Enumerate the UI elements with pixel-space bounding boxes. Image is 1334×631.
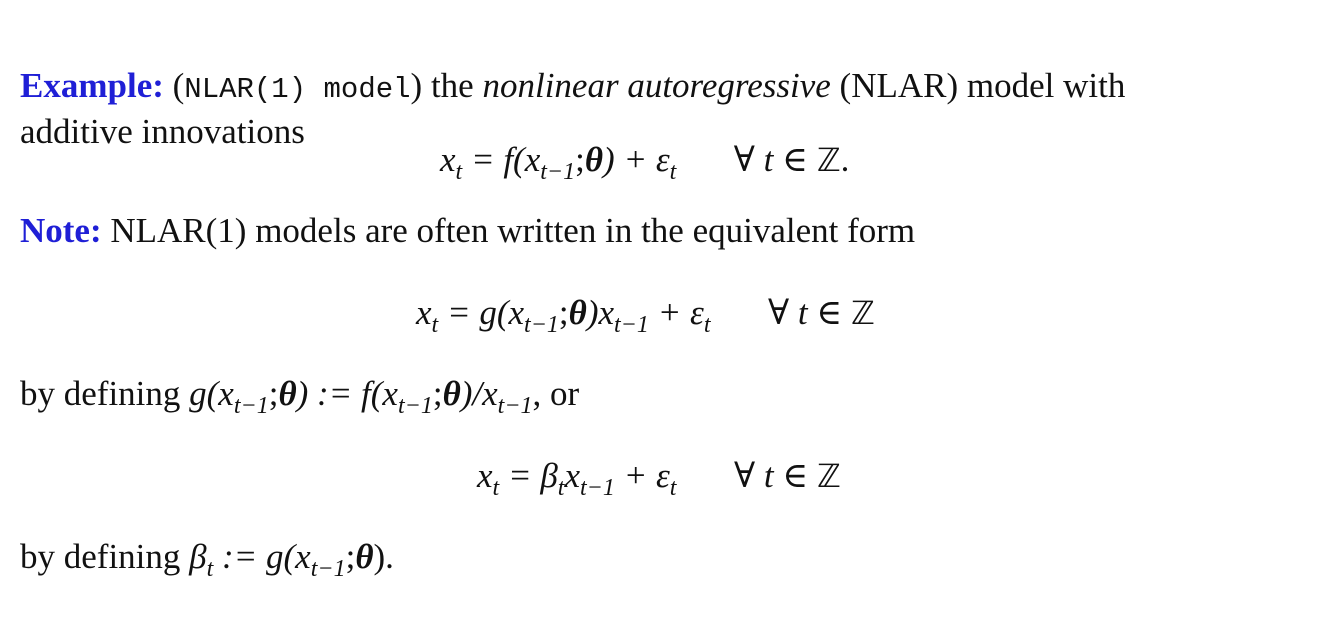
example-text-b: (NLAR) model with	[839, 66, 1126, 105]
def2-semicolon: ;	[345, 537, 356, 576]
eq3-x: x	[477, 456, 493, 495]
eq3-forall: ∀	[733, 456, 756, 495]
eq2-semicolon: ;	[558, 293, 569, 332]
eq1-period: .	[840, 140, 850, 179]
def1-semicolon: ;	[268, 374, 279, 413]
eq3-beta-sub-t: t	[557, 475, 565, 501]
def1-slash-x: )/x	[460, 374, 498, 413]
eq2-x: x	[416, 293, 432, 332]
definition-line-1	[20, 372, 579, 420]
def1-sub-tm1-b: t−1	[397, 393, 433, 419]
eq3-sub-tm1: t−1	[580, 475, 615, 501]
def1-sub-tm1: t−1	[233, 393, 269, 419]
def1-assign-f: ) := f(x	[296, 374, 398, 413]
eq1-integers: ℤ	[816, 141, 841, 179]
eq1-plus-eps: ) + ε	[603, 140, 670, 179]
eq2-eps-sub-t: t	[703, 312, 711, 338]
def2-beta-sub-t: t	[206, 556, 214, 582]
def1-sub-tm1-c: t−1	[497, 393, 533, 419]
eq2-theta: θ	[568, 293, 587, 332]
eq2-close-x: )x	[586, 293, 615, 332]
eq2-plus-eps: + ε	[657, 293, 704, 332]
example-emphasis: nonlinear autoregressive	[482, 66, 831, 105]
eq3-x2: x	[564, 456, 580, 495]
eq3-sub-t: t	[492, 475, 500, 501]
example-line	[20, 64, 1125, 112]
note-line	[20, 209, 915, 253]
model-name: NLAR(1) model	[184, 73, 411, 106]
eq1-t-in: t ∈	[763, 140, 809, 179]
eq1-semicolon: ;	[575, 140, 585, 179]
note-text: NLAR(1) models are often written in the equivalent form	[110, 211, 916, 250]
def2-prefix: by defining	[20, 537, 181, 576]
def1-suffix: , or	[532, 374, 580, 413]
eq1-x: x	[440, 140, 456, 179]
eq2-forall: ∀	[767, 293, 790, 332]
def2-sub-tm1: t−1	[310, 556, 346, 582]
eq3-eps-sub-t: t	[669, 475, 677, 501]
eq1-eps-sub-t: t	[669, 159, 677, 185]
eq2-sub-tm1: t−1	[524, 312, 559, 338]
eq2-t-in: t ∈	[797, 293, 843, 332]
definition-line-2	[20, 535, 394, 583]
eq3-beta: = β	[507, 456, 558, 495]
eq2-sub-tm1-b: t−1	[614, 312, 649, 338]
def2-beta: β	[189, 537, 207, 576]
def1-g: g(x	[189, 374, 234, 413]
example-label: Example:	[20, 66, 164, 105]
eq1-forall: ∀	[733, 140, 755, 179]
eq3-plus-eps: + ε	[623, 456, 670, 495]
equation-3	[477, 454, 841, 502]
eq1-sub-t: t	[455, 159, 463, 185]
example-text-a: the	[430, 66, 474, 105]
eq1-f: = f(x	[470, 140, 541, 179]
eq3-t-in: t ∈	[763, 456, 809, 495]
model-name-paren: (NLAR(1) model)	[172, 66, 423, 106]
def1-theta-b: θ	[442, 374, 461, 413]
def2-theta: θ	[355, 537, 374, 576]
equation-1	[440, 138, 849, 186]
def1-prefix: by defining	[20, 374, 181, 413]
eq2-g: = g(x	[446, 293, 525, 332]
note-label: Note:	[20, 211, 102, 250]
eq1-theta: θ	[584, 140, 604, 179]
eq2-integers: ℤ	[851, 294, 875, 332]
example-line-2: additive innovations	[20, 112, 305, 151]
def1-theta: θ	[278, 374, 297, 413]
def2-end: ).	[373, 537, 394, 576]
def2-assign-g: := g(x	[222, 537, 311, 576]
eq2-sub-t: t	[431, 312, 439, 338]
def1-semicolon-b: ;	[432, 374, 443, 413]
equation-2	[416, 291, 875, 339]
eq3-integers: ℤ	[816, 457, 841, 495]
eq1-sub-tm1: t−1	[540, 159, 576, 185]
